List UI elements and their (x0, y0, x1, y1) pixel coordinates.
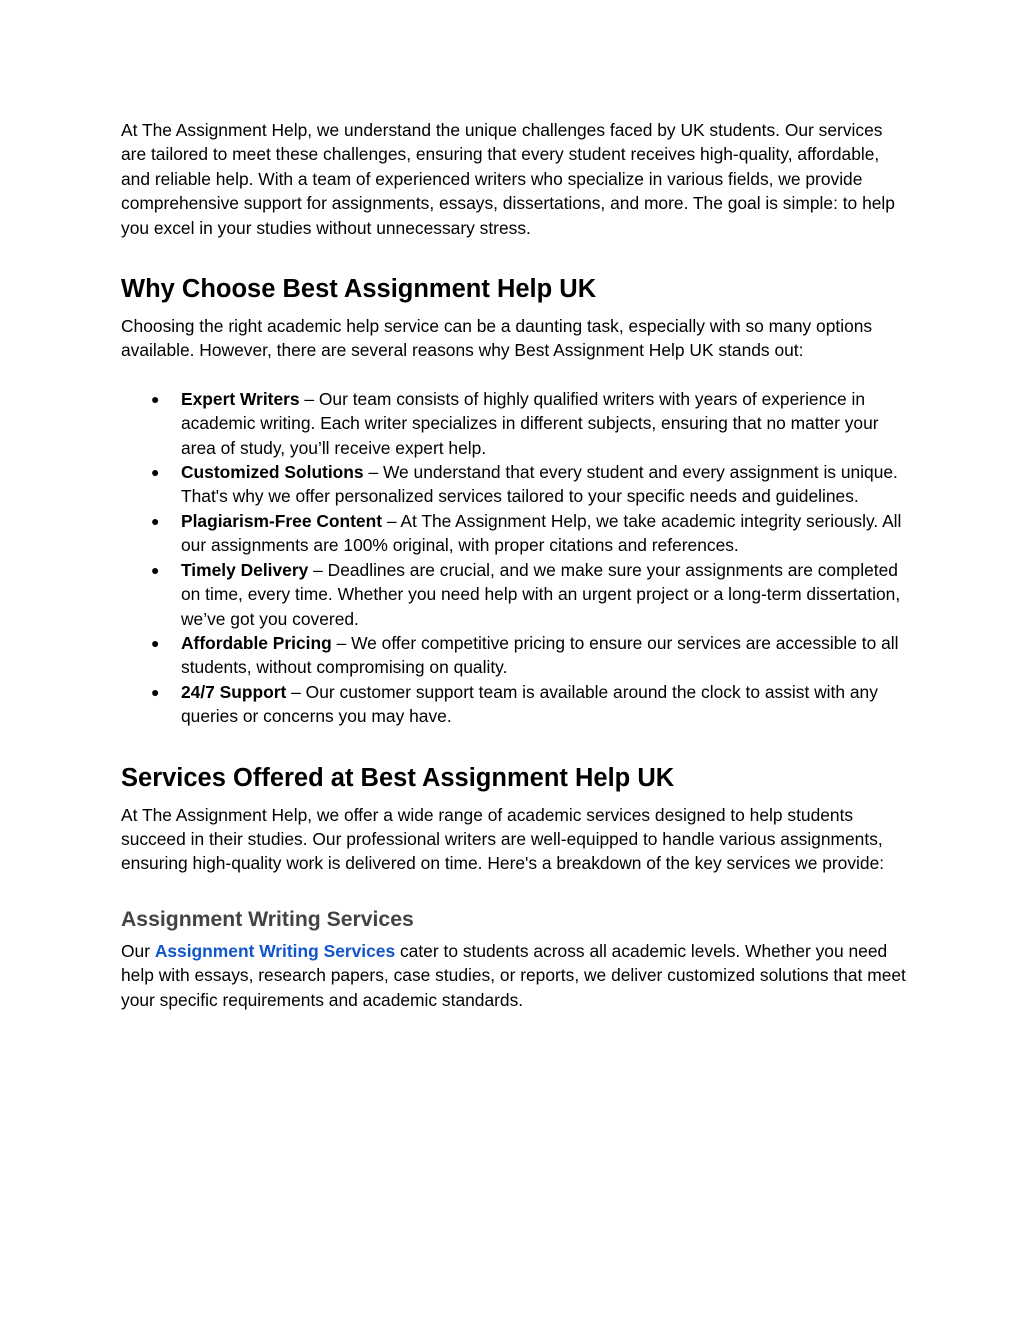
why-choose-paragraph: Choosing the right academic help service can be a daunting task, especially with so many options available. However, there are several reasons why Best Assignment Help UK stands out: (121, 316, 873, 361)
list-item-text: – Our team consists of highly qualified writers with years of experience in academic writing. Each writer specializes in different subjects, ensuring that no matter your area of study, you’ll receive expert help. (181, 388, 879, 458)
intro-paragraph: At The Assignment Help, we understand the unique challenges faced by UK students. Our services are tailored to meet these challenges, ensuring that every student receives high-quality, affordable, and reliable help. With a team of experienced writers who specialize in various fields, we provide comprehensive support for assignments, essays, dissertations, and more. The goal is simple: to help you excel in your studies without unnecessary stress. (121, 120, 895, 238)
bullet-icon: ● (151, 464, 160, 481)
bullet-icon: ● (151, 683, 160, 700)
assignment-writing-heading: Assignment Writing Services (121, 907, 414, 931)
list-item (121, 387, 911, 460)
list-item-title: Expert Writers (181, 388, 300, 409)
list-item-title: Customized Solutions (181, 462, 364, 483)
list-item-text: – Our customer support team is available around the clock to assist with any queries or concerns you may have. (181, 681, 878, 727)
bullet-icon: ● (151, 512, 160, 529)
list-item (121, 460, 911, 509)
list-item-title: Timely Delivery (181, 559, 309, 580)
list-item (121, 509, 911, 558)
list-item (121, 631, 911, 680)
list-item-title: Plagiarism-Free Content (181, 510, 383, 531)
list-item-text: – We understand that every student and every assignment is unique. That's why we offer personalized services tailored to your specific needs and guidelines. (181, 462, 898, 507)
assignment-writing-prefix: Our (121, 940, 155, 961)
list-item-text: – We offer competitive pricing to ensure our services are accessible to all students, without compromising on quality. (181, 632, 899, 678)
assignment-writing-link[interactable]: Assignment Writing Services (154, 940, 396, 961)
bullet-icon: ● (151, 561, 160, 578)
why-choose-heading: Why Choose Best Assignment Help UK (121, 275, 597, 304)
assignment-writing-paragraph (121, 939, 911, 1012)
list-item (121, 680, 911, 729)
list-item-text: – Deadlines are crucial, and we make sure your assignments are completed on time, every time. Whether you need help with an urgent project or a long-term dissertation, we’ve got you covered. (181, 559, 901, 629)
bullet-icon: ● (151, 634, 160, 651)
services-heading: Services Offered at Best Assignment Help UK (121, 763, 675, 792)
services-paragraph: At The Assignment Help, we offer a wide range of academic services designed to help students succeed in their studies. Our professional writers are well-equipped to handle various assignments, ensuring high-quality work is delivered on time. Here's a breakdown of the key services we provide: (121, 804, 885, 874)
document-page (121, 118, 911, 1012)
features-list (121, 387, 911, 729)
assignment-writing-suffix: cater to students across all academic levels. Whether you need help with essays, research papers, case studies, or reports, we deliver customized solutions that meet your specific requirements and academic standards. (121, 940, 906, 1010)
list-item (121, 558, 911, 631)
list-item-text: – At The Assignment Help, we take academic integrity seriously. All our assignments are 100% original, with proper citations and references. (181, 510, 902, 556)
list-item-title: Affordable Pricing (181, 632, 332, 653)
bullet-icon: ● (151, 390, 160, 407)
list-item-title: 24/7 Support (181, 681, 287, 702)
